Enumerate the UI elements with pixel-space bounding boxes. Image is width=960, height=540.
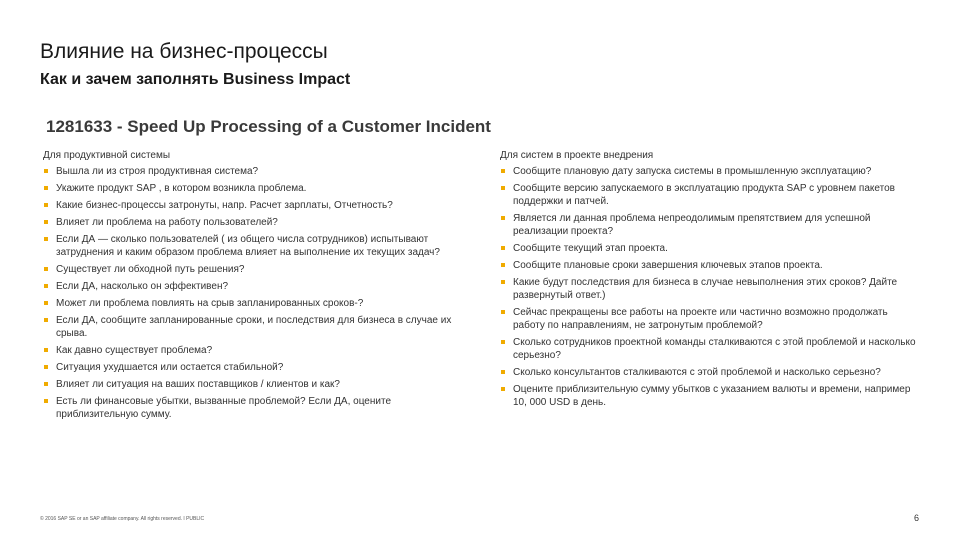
right-list-item-text: Сообщите плановые сроки завершения ключевых этапов проекта.	[513, 260, 823, 271]
bullet-square-icon	[44, 348, 48, 352]
left-list-item	[43, 199, 461, 212]
bullet-square-icon	[44, 186, 48, 190]
bullet-square-icon	[44, 382, 48, 386]
bullet-square-icon	[501, 186, 505, 190]
left-list-item-text: Если ДА, насколько он эффективен?	[56, 281, 229, 292]
left-list-item	[43, 395, 461, 421]
left-list-item	[43, 361, 461, 374]
left-column-heading: Для продуктивной системы	[43, 150, 171, 161]
right-list-item	[500, 242, 920, 255]
left-list-item	[43, 165, 461, 178]
right-list-item-text: Сообщите плановую дату запуска системы в промышленную эксплуатацию?	[513, 166, 872, 177]
bullet-square-icon	[44, 318, 48, 322]
left-list-item-text: Если ДА — сколько пользователей ( из общего числа сотрудников) испытывают затруднения и каким образом проблема влияет на выполнение их текущих задач?	[56, 234, 440, 258]
right-column-heading: Для систем в проекте внедрения	[500, 150, 654, 161]
left-list-item	[43, 233, 461, 259]
bullet-square-icon	[501, 169, 505, 173]
left-list-item-text: Какие бизнес-процессы затронуты, напр. Расчет зарплаты, Отчетность?	[56, 200, 393, 211]
left-list-item-text: Ситуация ухудшается или остается стабильной?	[56, 362, 284, 373]
left-list-item	[43, 216, 461, 229]
bullet-square-icon	[44, 365, 48, 369]
page-number: 6	[914, 513, 920, 523]
left-list-item	[43, 182, 461, 195]
left-bullet-list	[43, 165, 461, 421]
right-list-item	[500, 165, 920, 178]
copyright-footer: © 2016 SAP SE or an SAP affiliate company. All rights reserved. ǀ PUBLIC	[40, 516, 205, 522]
left-list-item	[43, 263, 461, 276]
bullet-square-icon	[44, 203, 48, 207]
left-list-item	[43, 280, 461, 293]
left-list-item-text: Существует ли обходной путь решения?	[56, 264, 245, 275]
right-list-item	[500, 306, 920, 332]
right-list-item-text: Оцените приблизительную сумму убытков с указанием валюты и времени, например 10, 000 USD в день.	[513, 384, 911, 408]
left-list-item-text: Вышла ли из строя продуктивная система?	[56, 166, 259, 177]
right-list-item	[500, 366, 920, 379]
bullet-square-icon	[501, 280, 505, 284]
bullet-square-icon	[44, 301, 48, 305]
bullet-square-icon	[44, 267, 48, 271]
left-list-item	[43, 378, 461, 391]
left-list-item	[43, 344, 461, 357]
right-list-item	[500, 383, 920, 409]
left-list-item	[43, 297, 461, 310]
bullet-square-icon	[44, 399, 48, 403]
right-list-item-text: Какие будут последствия для бизнеса в случае невыполнения этих сроков? Дайте развернутый ответ.)	[513, 277, 898, 301]
bullet-square-icon	[44, 237, 48, 241]
bullet-square-icon	[501, 263, 505, 267]
left-list-item-text: Может ли проблема повлиять на срыв запланированных сроков-?	[56, 298, 364, 309]
left-list-item-text: Укажите продукт SAP , в котором возникла проблема.	[56, 183, 307, 194]
right-list-item	[500, 276, 920, 302]
bullet-square-icon	[501, 310, 505, 314]
bullet-square-icon	[501, 246, 505, 250]
left-list-item-text: Есть ли финансовые убытки, вызванные проблемой? Если ДА, оцените приблизительную сумму.	[56, 396, 392, 420]
right-list-item-text: Сообщите версию запускаемого в эксплуатацию продукта SAP с уровнем пакетов поддержки и патчей.	[513, 183, 895, 207]
right-list-item-text: Является ли данная проблема непреодолимым препятствием для успешной реализации проекта?	[513, 213, 871, 237]
incident-heading: 1281633 - Speed Up Processing of a Customer Incident	[46, 117, 491, 136]
right-list-item	[500, 259, 920, 272]
right-list-item-text: Сколько консультантов сталкиваются с этой проблемой и насколько серьезно?	[513, 367, 881, 378]
right-list-item	[500, 182, 920, 208]
right-bullet-list	[500, 165, 920, 409]
right-list-item-text: Сейчас прекращены все работы на проекте или частично возможно продолжать работу по направлениям, не затронутым проблемой?	[513, 307, 888, 331]
left-list-item	[43, 314, 461, 340]
right-list-item-text: Сколько сотрудников проектной команды сталкиваются с этой проблемой и насколько серьезно?	[513, 337, 916, 361]
slide-title: Влияние на бизнес-процессы	[40, 40, 328, 63]
right-column	[500, 149, 920, 413]
right-list-item	[500, 336, 920, 362]
slide-subtitle: Как и зачем заполнять Business Impact	[40, 71, 351, 88]
bullet-square-icon	[501, 216, 505, 220]
left-list-item-text: Влияет ли ситуация на ваших поставщиков / клиентов и как?	[56, 379, 340, 390]
right-list-item	[500, 212, 920, 238]
bullet-square-icon	[44, 169, 48, 173]
right-list-item-text: Сообщите текущий этап проекта.	[513, 243, 668, 254]
bullet-square-icon	[501, 387, 505, 391]
left-list-item-text: Как давно существует проблема?	[56, 345, 213, 356]
left-column	[43, 149, 461, 425]
bullet-square-icon	[44, 284, 48, 288]
left-list-item-text: Если ДА, сообщите запланированные сроки, и последствия для бизнеса в случае их срыва.	[56, 315, 452, 339]
left-list-item-text: Влияет ли проблема на работу пользователей?	[56, 217, 278, 228]
bullet-square-icon	[501, 370, 505, 374]
bullet-square-icon	[44, 220, 48, 224]
bullet-square-icon	[501, 340, 505, 344]
